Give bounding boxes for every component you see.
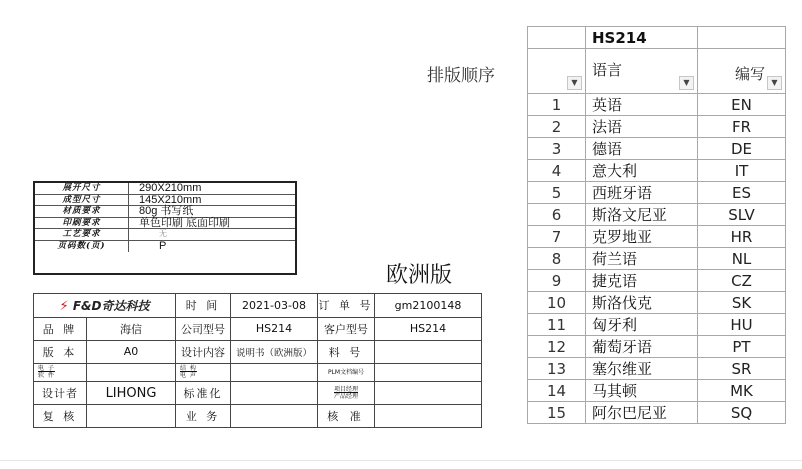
code-cell[interactable]: NL: [698, 248, 786, 270]
table-row: [528, 358, 786, 380]
row-number[interactable]: 3: [528, 138, 586, 160]
language-cell[interactable]: 马其顿: [586, 380, 698, 402]
table-row: [528, 402, 786, 424]
sheet-header-cell[interactable]: [586, 49, 698, 94]
code-cell[interactable]: PT: [698, 336, 786, 358]
col-lang-header: 语言: [592, 61, 623, 79]
row-number[interactable]: 11: [528, 314, 586, 336]
row-number[interactable]: 6: [528, 204, 586, 226]
sw-label: 软 件: [38, 372, 55, 380]
spec-label: 页码数(页): [35, 241, 129, 253]
brand-label: 品 牌: [34, 317, 87, 340]
sheet-cell[interactable]: [528, 27, 586, 49]
logo-mark-icon: ⚡: [59, 298, 69, 314]
table-row: [528, 270, 786, 292]
design-content-label: 设计内容: [176, 340, 231, 363]
table-row: [528, 138, 786, 160]
logo-text: F&D奇达科技: [72, 298, 150, 313]
language-cell[interactable]: 意大利: [586, 160, 698, 182]
table-row: [528, 292, 786, 314]
spec-label: 展开尺寸: [35, 183, 129, 194]
sheet-header-row: [528, 49, 786, 94]
material-no-value: [375, 340, 482, 363]
pm-label: [318, 382, 375, 405]
row-number[interactable]: 4: [528, 160, 586, 182]
approve-label: 核 准: [318, 405, 375, 428]
sheet-body: [528, 94, 786, 424]
table-row: [528, 116, 786, 138]
business-value: [231, 405, 318, 428]
standardize-label: 标准化: [176, 382, 231, 405]
table-row: [528, 160, 786, 182]
info-table: [33, 293, 482, 428]
spec-table: [33, 181, 297, 275]
plm-value: [375, 363, 482, 382]
material-no-label: 料 号: [318, 340, 375, 363]
spec-value: 80g 书写纸: [139, 205, 194, 217]
code-cell[interactable]: HR: [698, 226, 786, 248]
code-cell[interactable]: SQ: [698, 402, 786, 424]
code-cell[interactable]: ES: [698, 182, 786, 204]
row-number[interactable]: 9: [528, 270, 586, 292]
language-cell[interactable]: 葡萄牙语: [586, 336, 698, 358]
language-cell[interactable]: 西班牙语: [586, 182, 698, 204]
row-number[interactable]: 2: [528, 116, 586, 138]
language-sheet: [527, 26, 786, 424]
spec-row: [35, 218, 295, 230]
row-number[interactable]: 15: [528, 402, 586, 424]
code-cell[interactable]: SLV: [698, 204, 786, 226]
business-label: 业 务: [176, 405, 231, 428]
plm-label: PLM文档编号: [318, 363, 375, 382]
language-cell[interactable]: 荷兰语: [586, 248, 698, 270]
hw-sw-value: [87, 363, 176, 382]
pm-value: [375, 382, 482, 405]
language-cell[interactable]: 捷克语: [586, 270, 698, 292]
time-label: 时 间: [176, 294, 231, 318]
col-code-header: 编写: [734, 65, 765, 83]
code-cell[interactable]: SK: [698, 292, 786, 314]
row-number[interactable]: 1: [528, 94, 586, 116]
row-number[interactable]: 10: [528, 292, 586, 314]
edition-label: 欧洲版: [386, 263, 453, 288]
order-no-value: gm2100148: [375, 294, 482, 318]
sheet-title[interactable]: HS214: [586, 27, 698, 49]
filter-dropdown-icon[interactable]: ▼: [767, 76, 782, 90]
code-cell[interactable]: MK: [698, 380, 786, 402]
divider: [0, 460, 802, 461]
row-number[interactable]: 12: [528, 336, 586, 358]
row-number[interactable]: 7: [528, 226, 586, 248]
struct-value: [231, 363, 318, 382]
time-value: 2021-03-08: [231, 294, 318, 318]
spec-row: [35, 229, 295, 241]
spec-value: 单色印刷 底面印刷: [139, 216, 231, 229]
language-cell[interactable]: 斯洛伐克: [586, 292, 698, 314]
company-model-label: 公司型号: [176, 317, 231, 340]
language-cell[interactable]: 塞尔维亚: [586, 358, 698, 380]
sheet-cell[interactable]: [698, 27, 786, 49]
table-row: [528, 248, 786, 270]
spec-value: 290X210mm: [139, 182, 202, 194]
language-cell[interactable]: 斯洛文尼亚: [586, 204, 698, 226]
designer-value: LIHONG: [87, 382, 176, 405]
pm-label-1: 项目经理: [334, 386, 359, 394]
customer-model-value: HS214: [375, 317, 482, 340]
spec-label: 材质要求: [35, 206, 129, 217]
designer-label: 设计者: [34, 382, 87, 405]
language-cell[interactable]: 英语: [586, 94, 698, 116]
filter-dropdown-icon[interactable]: ▼: [679, 76, 694, 90]
row-number[interactable]: 8: [528, 248, 586, 270]
spec-label: 工艺要求: [35, 229, 129, 240]
spec-value: 无: [159, 229, 167, 238]
struct-label-1: 结 构: [180, 365, 197, 373]
code-cell[interactable]: HU: [698, 314, 786, 336]
version-value: A0: [87, 340, 176, 363]
table-row: [528, 182, 786, 204]
sheet-title-row: [528, 27, 786, 49]
design-content-value: 说明书（欧洲版）: [231, 340, 318, 363]
code-cell[interactable]: EN: [698, 94, 786, 116]
sheet-header-cell[interactable]: [528, 49, 586, 94]
struct-label-2: 电 声: [180, 372, 197, 380]
sheet-header-cell[interactable]: [698, 49, 786, 94]
brand-value: 海信: [87, 317, 176, 340]
spec-label: 成型尺寸: [35, 195, 129, 206]
code-cell[interactable]: DE: [698, 138, 786, 160]
table-row: [528, 204, 786, 226]
review-value: [87, 405, 176, 428]
table-row: [528, 226, 786, 248]
company-logo: [34, 294, 176, 318]
table-row: [528, 380, 786, 402]
spec-row: [35, 183, 295, 195]
row-number[interactable]: 13: [528, 358, 586, 380]
language-cell[interactable]: 匈牙利: [586, 314, 698, 336]
spec-value: P: [159, 239, 167, 252]
language-cell[interactable]: 法语: [586, 116, 698, 138]
order-label: 排版顺序: [427, 66, 495, 86]
pm-label-2: 产品经理: [334, 393, 359, 401]
version-label: 版 本: [34, 340, 87, 363]
filter-dropdown-icon[interactable]: ▼: [567, 76, 582, 90]
language-cell[interactable]: 阿尔巴尼亚: [586, 402, 698, 424]
spec-row: [35, 206, 295, 218]
standardize-value: [231, 382, 318, 405]
hw-label: 电 子: [38, 365, 55, 373]
table-row: [528, 314, 786, 336]
code-cell[interactable]: SR: [698, 358, 786, 380]
code-cell[interactable]: CZ: [698, 270, 786, 292]
language-cell[interactable]: 克罗地亚: [586, 226, 698, 248]
spec-label: 印刷要求: [35, 218, 129, 229]
code-cell[interactable]: IT: [698, 160, 786, 182]
approve-value: [375, 405, 482, 428]
language-cell[interactable]: 德语: [586, 138, 698, 160]
code-cell[interactable]: FR: [698, 116, 786, 138]
table-row: [528, 336, 786, 358]
order-no-label: 订 单 号: [318, 294, 375, 318]
company-model-value: HS214: [231, 317, 318, 340]
hw-sw-label: [34, 363, 87, 382]
spec-value: 145X210mm: [139, 193, 202, 206]
review-label: 复 核: [34, 405, 87, 428]
row-number[interactable]: 5: [528, 182, 586, 204]
row-number[interactable]: 14: [528, 380, 586, 402]
spec-row: [35, 241, 295, 253]
struct-label: [176, 363, 231, 382]
table-row: [528, 94, 786, 116]
customer-model-label: 客户型号: [318, 317, 375, 340]
